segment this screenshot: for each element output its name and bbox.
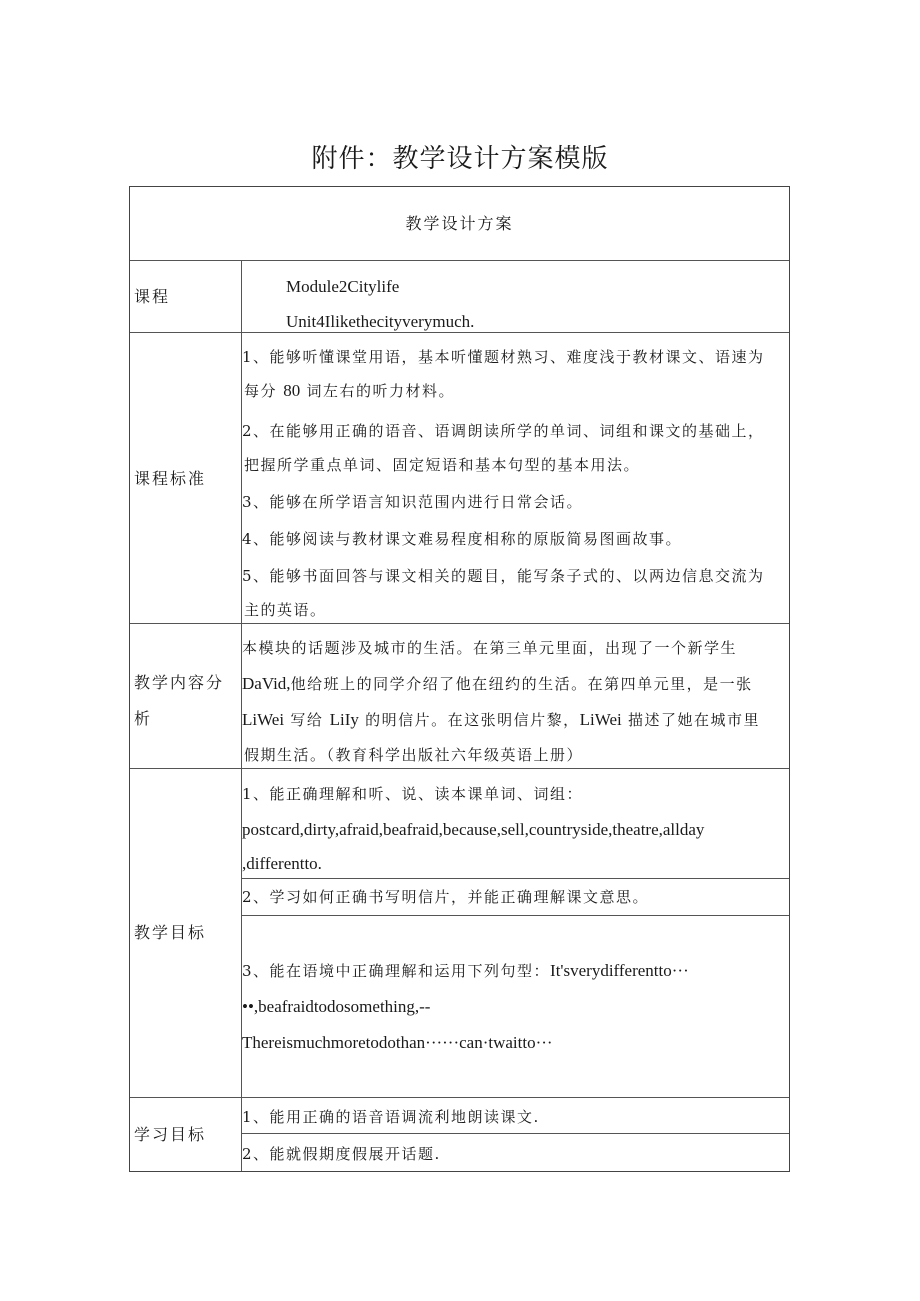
row-divider bbox=[130, 623, 789, 624]
objective-item-2: 2、学习如何正确书写明信片，并能正确理解课文意思。 bbox=[242, 888, 650, 906]
course-label: 课程 bbox=[134, 287, 171, 306]
learning-objectives-label: 学习目标 bbox=[134, 1125, 207, 1144]
content-analysis-line-1: 本模块的话题涉及城市的生活。在第三单元里面，出现了一个新学生 bbox=[242, 639, 738, 657]
content-analysis-label: 教学内容分 bbox=[134, 673, 225, 692]
lesson-plan-table bbox=[129, 186, 790, 1172]
standard-item-4: 4、能够阅读与教材课文难易程度相称的原版简易图画故事。 bbox=[242, 530, 683, 548]
standard-item-5: 5、能够书面回答与课文相关的题目，能写条子式的、以两边信息交流为 bbox=[242, 567, 765, 585]
standard-item-5-cont: 主的英语。 bbox=[244, 601, 327, 619]
standard-item-2-cont: 把握所学重点单词、固定短语和基本句型的基本用法。 bbox=[244, 456, 641, 474]
course-unit: Unit4Ilikethecityverymuch. bbox=[286, 312, 475, 331]
learning-item-2: 2、能就假期度假展开话题. bbox=[242, 1145, 441, 1163]
objective-item-3-cont-2: Thereismuchmoretodothan······can·twaitto··· bbox=[242, 1033, 553, 1052]
table-heading: 教学设计方案 bbox=[405, 214, 514, 233]
content-analysis-label-cont: 析 bbox=[134, 709, 153, 728]
standard-item-1: 1、能够听懂课堂用语，基本听懂题材熟习、难度浅于教材课文、语速为 bbox=[242, 348, 765, 366]
objective-item-3-cont: ••,beafraidtodosomething,-- bbox=[242, 997, 431, 1016]
objectives-label: 教学目标 bbox=[134, 923, 207, 942]
subrow-divider bbox=[241, 878, 789, 879]
subrow-divider bbox=[241, 915, 789, 916]
objective-item-1: 1、能正确理解和听、说、读本课单词、词组： bbox=[242, 785, 584, 803]
page-title: 附件：教学设计方案模版 bbox=[311, 144, 609, 174]
standard-item-2: 2、在能够用正确的语音、语调朗读所学的单词、词组和课文的基础上， bbox=[242, 422, 765, 440]
row-divider bbox=[130, 768, 789, 769]
course-module: Module2Citylife bbox=[286, 277, 400, 296]
objective-item-3: 3、能在语境中正确理解和运用下列句型：It'sverydifferentto··· bbox=[242, 961, 689, 980]
content-analysis-line-2: DaVid,他给班上的同学介绍了他在纽约的生活。在第四单元里，是一张 bbox=[242, 674, 753, 693]
standard-item-3: 3、能够在所学语言知识范围内进行日常会话。 bbox=[242, 493, 584, 511]
content-analysis-line-3: LiWei 写给 LiIy 的明信片。在这张明信片黎，LiWei 描述了她在城市里 bbox=[242, 710, 761, 729]
objective-item-1-words: postcard,dirty,afraid,beafraid,because,sell,countryside,theatre,allday bbox=[242, 820, 705, 839]
row-divider bbox=[130, 260, 789, 261]
row-divider bbox=[130, 1097, 789, 1098]
subrow-divider bbox=[241, 1133, 789, 1134]
content-analysis-line-4: 假期生活。（教育科学出版社六年级英语上册） bbox=[244, 746, 584, 764]
objective-item-1-words-cont: ,differentto. bbox=[242, 854, 322, 873]
learning-item-1: 1、能用正确的语音语调流利地朗读课文. bbox=[242, 1108, 540, 1126]
standard-item-1-cont: 每分 80 词左右的听力材料。 bbox=[244, 381, 456, 400]
standards-label: 课程标准 bbox=[134, 469, 207, 488]
row-divider bbox=[130, 332, 789, 333]
